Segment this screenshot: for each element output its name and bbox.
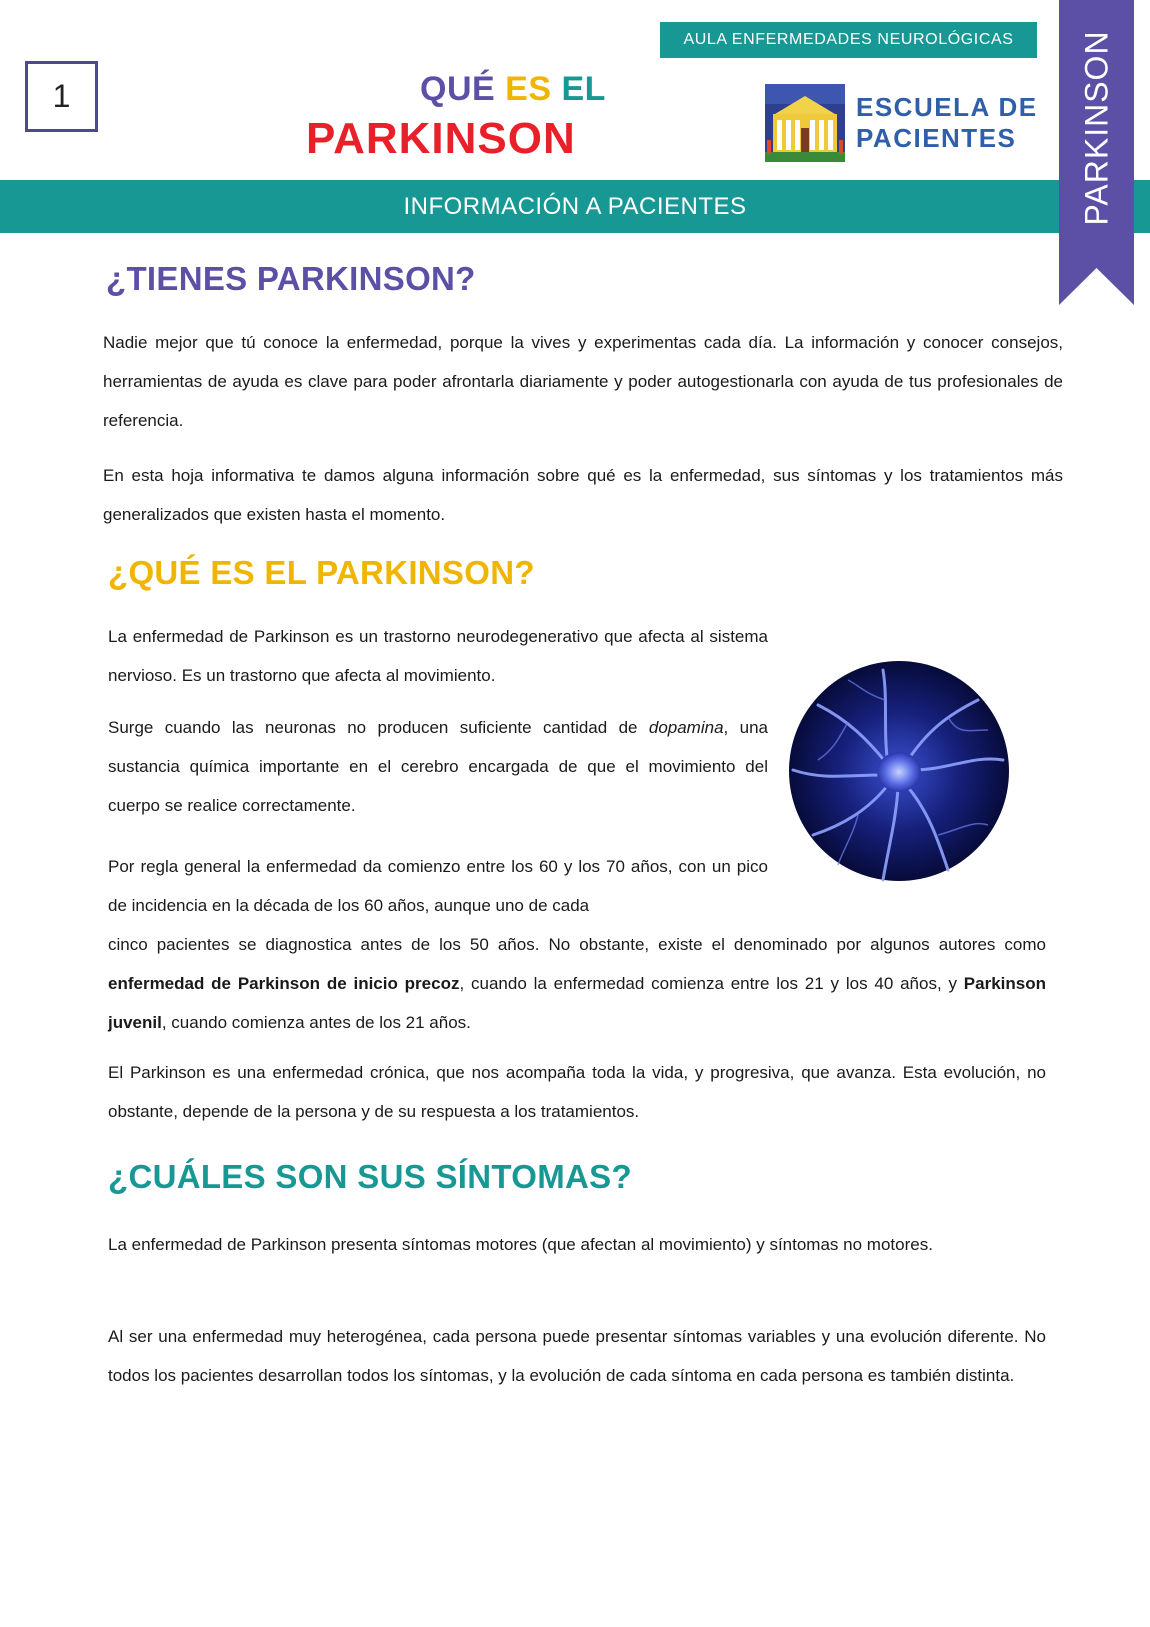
dopamina-text-b: , una sustancia química importante en el cerebro encargada de que el movimiento del cuerpo se realice correctamente.: [108, 718, 768, 815]
paragraph-tienes-1: Nadie mejor que tú conoce la enfermedad, porque la vives y experimentas cada día. La información y conocer consejos, herramientas de ayuda es clave para poder afrontarla diariamente y poder autogestionarla con ayuda de tus profesionales de referencia.: [103, 333, 1063, 430]
dopamina-text-a: Surge cuando las neuronas no producen suficiente cantidad de: [108, 718, 649, 737]
aula-label: AULA ENFERMEDADES NEUROLÓGICAS: [683, 31, 1014, 48]
escuela-logo-text: [856, 92, 1038, 154]
edad-text-b: cinco pacientes se diagnostica antes de los 50 años. No obstante, existe el denominado por algunos autores como: [108, 935, 1046, 954]
edad-text-d: , cuando comienza antes de los 21 años.: [161, 1013, 471, 1032]
page-number-box: [25, 61, 98, 132]
info-band: [0, 180, 1150, 233]
title-main: PARKINSON: [306, 114, 576, 163]
inicio-precoz-term: enfermedad de Parkinson de inicio precoz: [108, 974, 460, 993]
paragraph-que-es-3a: Por regla general la enfermedad da comienzo entre los 60 y los 70 años, con un pico de incidencia en la década de los 60 años, aunque uno de cada: [108, 857, 768, 915]
title-word-el: EL: [561, 70, 606, 108]
logo-line-2: PACIENTES: [856, 123, 1017, 153]
parkinson-juvenil-term: Parkinson juvenil: [108, 974, 1046, 1032]
paragraph-sintomas-1: La enfermedad de Parkinson presenta síntomas motores (que afectan al movimiento) y síntomas no motores.: [108, 1235, 933, 1254]
heading-cuales-sintomas: ¿CUÁLES SON SUS SÍNTOMAS?: [108, 1158, 632, 1195]
title-line-1: [420, 70, 606, 109]
dopamina-term: dopamina: [648, 718, 724, 737]
heading-tienes-parkinson: ¿TIENES PARKINSON?: [106, 260, 476, 297]
paragraph-que-es-3b: [108, 925, 1046, 1042]
aula-label-box: [660, 22, 1037, 58]
heading-que-es-parkinson: ¿QUÉ ES EL PARKINSON?: [108, 554, 535, 591]
title-word-que: QUÉ: [420, 70, 496, 108]
paragraph-que-es-4: El Parkinson es una enfermedad crónica, que nos acompaña toda la vida, y progresiva, que avanza. Esta evolución, no obstante, depende de la persona y de su respuesta a los tratamientos.: [108, 1063, 1046, 1121]
title-word-es: ES: [505, 70, 552, 108]
edad-text-c: , cuando la enfermedad comienza entre los 21 y los 40 años, y: [459, 974, 964, 993]
neuron-image: [788, 660, 1010, 882]
logo-line-1: ESCUELA DE: [856, 92, 1038, 122]
escuela-building-logo-icon: [765, 84, 845, 162]
paragraph-tienes-2: En esta hoja informativa te damos alguna información sobre qué es la enfermedad, sus síntomas y los tratamientos más generalizados que existen hasta el momento.: [103, 466, 1063, 524]
paragraph-que-es-1: La enfermedad de Parkinson es un trastorno neurodegenerativo que afecta al sistema nervioso. Es un trastorno que afecta al movimiento.: [108, 627, 768, 685]
info-band-label: INFORMACIÓN A PACIENTES: [403, 192, 747, 220]
paragraph-que-es-2: [108, 708, 768, 825]
page-number: 1: [52, 78, 71, 114]
ribbon-label: PARKINSON: [1078, 30, 1115, 226]
paragraph-sintomas-2: Al ser una enfermedad muy heterogénea, cada persona puede presentar síntomas variables y una evolución diferente. No todos los pacientes desarrollan todos los síntomas, y la evolución de cada síntoma en cada persona es también distinta.: [108, 1327, 1046, 1385]
